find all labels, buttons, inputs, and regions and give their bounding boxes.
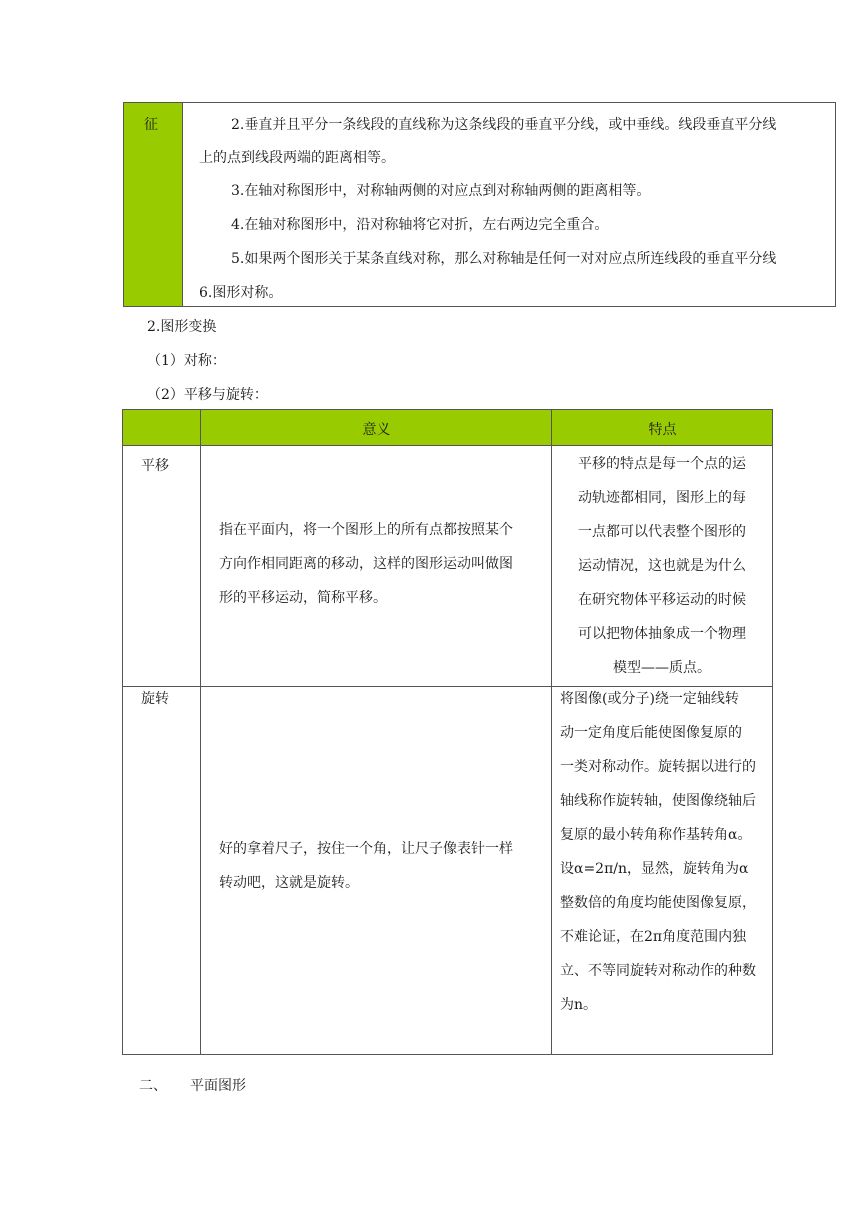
table-header-row xyxy=(123,410,772,445)
top-line-2: 上的点到线段两端的距离相等。 xyxy=(199,150,395,166)
row-translation-meaning xyxy=(219,513,549,615)
row-translation-name: 平移 xyxy=(141,458,169,474)
translation-feature-line: 运动情况，这也就是为什么 xyxy=(578,558,746,574)
header-feature: 特点 xyxy=(648,422,677,438)
rotation-feature-line: 立、不等同旋转对称动作的种数 xyxy=(560,963,756,979)
rotation-feature-line: 一类对称动作。旋转据以进行的 xyxy=(560,759,756,775)
rotation-feature-line: 设α=2π/n，显然，旋转角为α xyxy=(560,861,749,877)
header-meaning: 意义 xyxy=(362,422,391,438)
translation-feature-line: 平移的特点是每一个点的运 xyxy=(578,456,746,472)
row-rotation-meaning xyxy=(219,832,549,900)
translation-meaning-line: 指在平面内，将一个图形上的所有点都按照某个 xyxy=(219,522,513,538)
top-table-label: 征 xyxy=(144,117,158,133)
top-line-5: 5.如果两个图形关于某条直线对称，那么对称轴是任何一对对应点所连线段的垂直平分线 xyxy=(231,251,777,267)
translation-feature-line: 模型——质点。 xyxy=(613,660,711,676)
top-table-content xyxy=(183,103,835,306)
transform-table xyxy=(122,409,773,1055)
rotation-meaning-line: 好的拿着尺子，按住一个角，让尺子像表针一样 xyxy=(219,841,513,857)
top-line-4: 4.在轴对称图形中，沿对称轴将它对折，左右两边完全重合。 xyxy=(231,217,609,233)
rotation-feature-line: 为n。 xyxy=(560,997,598,1013)
footer-section-title: 平面图形 xyxy=(190,1078,246,1094)
translation-meaning-line: 形的平移运动，简称平移。 xyxy=(219,590,387,606)
translation-feature-line: 一点都可以代表整个图形的 xyxy=(578,524,746,540)
rotation-feature-line: 将图像(或分子)绕一定轴线转 xyxy=(560,691,739,707)
column-divider-1 xyxy=(200,410,201,1054)
rotation-feature-line: 整数倍的角度均能使图像复原， xyxy=(560,895,756,911)
row-rotation-name: 旋转 xyxy=(141,691,169,707)
translation-feature-line: 在研究物体平移运动的时候 xyxy=(578,592,746,608)
footer-section-number: 二、 xyxy=(139,1078,167,1094)
translation-meaning-line: 方向作相同距离的移动，这样的图形运动叫做图 xyxy=(219,556,513,572)
row-translation-feature xyxy=(567,447,757,685)
rotation-feature-line: 不难论证，在2π角度范围内独 xyxy=(560,929,747,945)
translation-feature-line: 可以把物体抽象成一个物理 xyxy=(578,626,746,642)
rotation-feature-line: 复原的最小转角称作基转角α。 xyxy=(560,827,752,843)
top-table-label-cell xyxy=(124,103,183,306)
top-table xyxy=(123,102,836,307)
section-item-translation-rotation: （2）平移与旋转： xyxy=(147,387,268,403)
column-divider-2 xyxy=(551,410,552,1054)
row-rotation-feature xyxy=(560,682,772,1022)
section-item-symmetry: （1）对称： xyxy=(147,353,226,369)
top-line-1: 2.垂直并且平分一条线段的直线称为这条线段的垂直平分线，或中垂线。线段垂直平分线 xyxy=(231,117,777,133)
rotation-meaning-line: 转动吧，这就是旋转。 xyxy=(219,875,359,891)
top-line-3: 3.在轴对称图形中，对称轴两侧的对应点到对称轴两侧的距离相等。 xyxy=(231,183,651,199)
translation-feature-line: 动轨迹都相同，图形上的每 xyxy=(578,490,746,506)
section-heading: 2.图形变换 xyxy=(147,319,217,335)
rotation-feature-line: 轴线称作旋转轴，使图像绕轴后 xyxy=(560,793,756,809)
top-line-6: 6.图形对称。 xyxy=(199,285,283,301)
header-divider xyxy=(123,445,772,446)
rotation-feature-line: 动一定角度后能使图像复原的 xyxy=(560,725,742,741)
